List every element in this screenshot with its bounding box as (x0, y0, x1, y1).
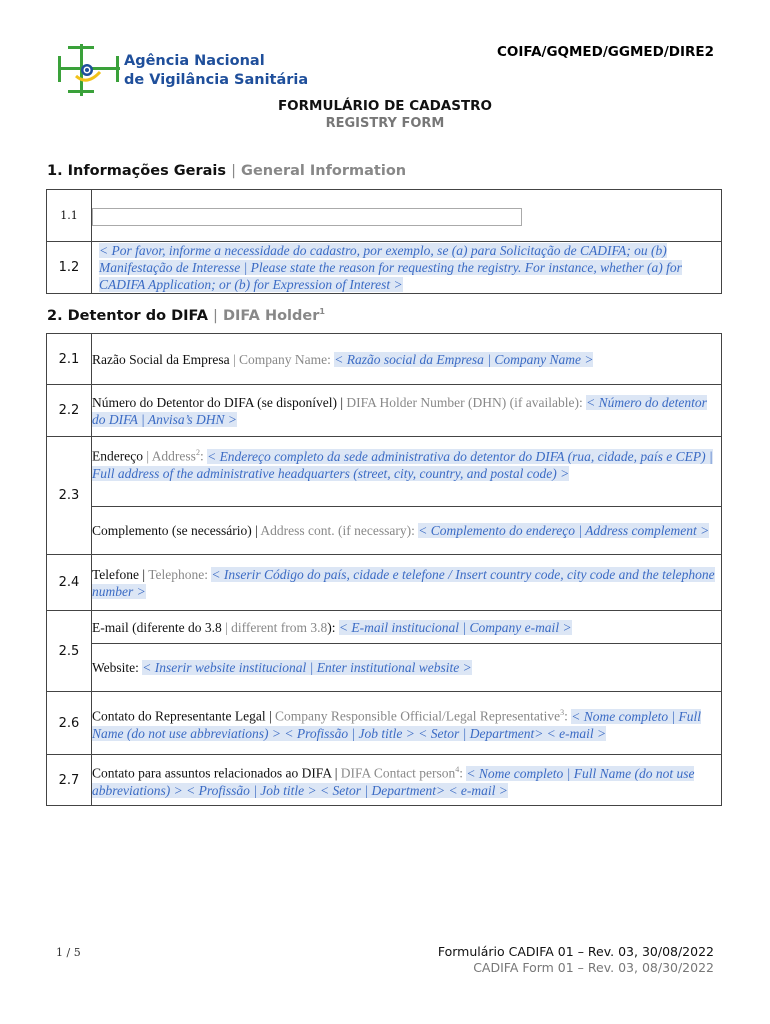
telephone-field[interactable]: < Inserir Código do país, cidade e telefone / Insert country code, city code and the telephone number > (92, 566, 715, 599)
telephone-label-en: Telephone: (148, 566, 209, 582)
section-1-heading-pt: 1. Informações Gerais (47, 163, 227, 179)
row-content (92, 190, 722, 242)
address-field[interactable]: < Endereço completo da sede administrativa do detentor do DIFA (rua, cidade, país e CEP) | Full address of the administrative headquarters (street, city, country, and postal code) > (92, 448, 713, 481)
label-separator: | (251, 523, 261, 538)
row-content (92, 437, 722, 507)
row-content (92, 644, 722, 692)
row-content (92, 611, 722, 644)
footnote-ref-2: 2 (195, 448, 200, 457)
row-content (92, 507, 722, 555)
label-separator: | (229, 351, 240, 367)
row-content (92, 334, 722, 385)
section-2-heading (47, 307, 325, 324)
page-number: 1 / 5 (56, 946, 81, 959)
form-title-en: REGISTRY FORM (325, 116, 445, 131)
footnote-ref-3: 3 (560, 708, 565, 718)
reason-text-input[interactable] (92, 208, 522, 226)
dhn-label-pt: Número do Detentor do DIFA (se disponível) (92, 394, 337, 410)
row-number: 2.7 (47, 755, 92, 806)
document-code: COIFA/GQMED/GGMED/DIRE2 (496, 44, 714, 60)
address-label-pt: Endereço (92, 448, 143, 464)
row-content (92, 385, 722, 437)
company-name-field[interactable]: < Razão social da Empresa | Company Name > (334, 351, 594, 367)
label-separator: | (221, 619, 232, 635)
dhn-field[interactable]: < Número do detentor do DIFA | Anvisa’s DHN > (92, 394, 707, 427)
telephone-label-pt: Telefone (92, 566, 140, 582)
table-row (47, 190, 722, 242)
table-row (47, 755, 722, 806)
row-number: 1.1 (47, 190, 92, 242)
anvisa-cross-icon (54, 42, 120, 98)
row-number: 2.3 (47, 437, 92, 555)
address-complement-field[interactable]: < Complemento do endereço | Address complement > (418, 523, 710, 538)
website-label: Website: (92, 660, 139, 675)
row-number: 1.2 (47, 242, 92, 294)
agency-name (124, 52, 308, 90)
section-2-heading-en: DIFA Holder (223, 307, 320, 324)
legal-rep-field[interactable]: < Nome completo | Full Name (do not use abbreviations) > < Profissão | Job title > < Setor | Department> < e-mail > (92, 708, 702, 741)
form-revision-en: CADIFA Form 01 – Rev. 03, 08/30/2022 (473, 960, 714, 975)
label-separator: | (331, 765, 341, 781)
footnote-ref-4: 4 (455, 765, 460, 775)
row-content (92, 242, 722, 294)
table-row (47, 644, 722, 692)
agency-line-2: de Vigilância Sanitária (124, 72, 309, 88)
address-cont-label-pt: Complemento (se necessário) (92, 523, 252, 538)
table-row (47, 555, 722, 611)
table-row (47, 437, 722, 507)
email-label-pt: E-mail (diferente do 3.8 (92, 619, 222, 635)
row-number: 2.6 (47, 692, 92, 755)
label-colon: : (459, 765, 464, 781)
section-2-table (46, 333, 722, 806)
label-separator: | (265, 708, 276, 724)
company-name-label-en: Company Name: (239, 351, 331, 367)
table-row (47, 507, 722, 555)
legal-rep-label-pt: Contato do Representante Legal (92, 708, 266, 724)
row-number: 2.2 (47, 385, 92, 437)
label-colon: : (564, 708, 568, 724)
label-separator: | (142, 448, 152, 464)
section-1-separator: | (231, 163, 236, 179)
table-row (47, 242, 722, 294)
reason-placeholder-field[interactable]: < Por favor, informe a necessidade do cadastro, por exemplo, se (a) para Solicitação de CADIFA; ou (b) Manifestação de Interesse | Please state the reason for requesting the registry. For instance, whether (a) for CADIFA Application; or (b) for Expression of Interest > (99, 243, 682, 292)
table-row (47, 611, 722, 644)
form-revision-pt: Formulário CADIFA 01 – Rev. 03, 30/08/2022 (437, 944, 714, 959)
row-content (92, 555, 722, 611)
label-colon: : (199, 448, 204, 464)
email-field[interactable]: < E-mail institucional | Company e-mail > (338, 619, 572, 635)
anvisa-logo (54, 42, 309, 98)
label-close: ): (327, 619, 336, 635)
table-row (47, 385, 722, 437)
agency-line-1: Agência Nacional (124, 53, 265, 69)
section-2-heading-pt: 2. Detentor do DIFA (47, 307, 208, 324)
table-row (47, 692, 722, 755)
row-number: 2.5 (47, 611, 92, 692)
difa-contact-label-pt: Contato para assuntos relacionados ao DIFA (92, 765, 332, 781)
row-number: 2.1 (47, 334, 92, 385)
difa-contact-label-en: DIFA Contact person (340, 765, 456, 781)
section-2-separator: | (213, 307, 218, 324)
label-separator: | (336, 394, 347, 410)
email-label-en: different from 3.8 (231, 619, 328, 635)
row-number: 2.4 (47, 555, 92, 611)
table-row (47, 334, 722, 385)
difa-contact-field[interactable]: < Nome completo | Full Name (do not use abbreviations) > < Profissão | Job title > < Setor | Department> < e-mail > (92, 765, 695, 798)
company-name-label-pt: Razão Social da Empresa (92, 351, 230, 367)
form-title-pt: FORMULÁRIO DE CADASTRO (277, 98, 493, 114)
row-content (92, 755, 722, 806)
label-separator: | (139, 566, 149, 582)
address-label-en: Address (151, 448, 196, 464)
footnote-ref-1: 1 (319, 307, 325, 316)
section-1-heading-en: General Information (241, 163, 407, 179)
address-cont-label-en: Address cont. (if necessary): (260, 523, 415, 538)
section-1-heading (47, 163, 406, 179)
website-field[interactable]: < Inserir website institucional | Enter institutional website > (142, 660, 472, 675)
legal-rep-label-en: Company Responsible Official/Legal Representative (275, 708, 561, 724)
dhn-label-en: DIFA Holder Number (DHN) (if available): (346, 394, 583, 410)
section-1-table (46, 189, 722, 294)
row-content (92, 692, 722, 755)
